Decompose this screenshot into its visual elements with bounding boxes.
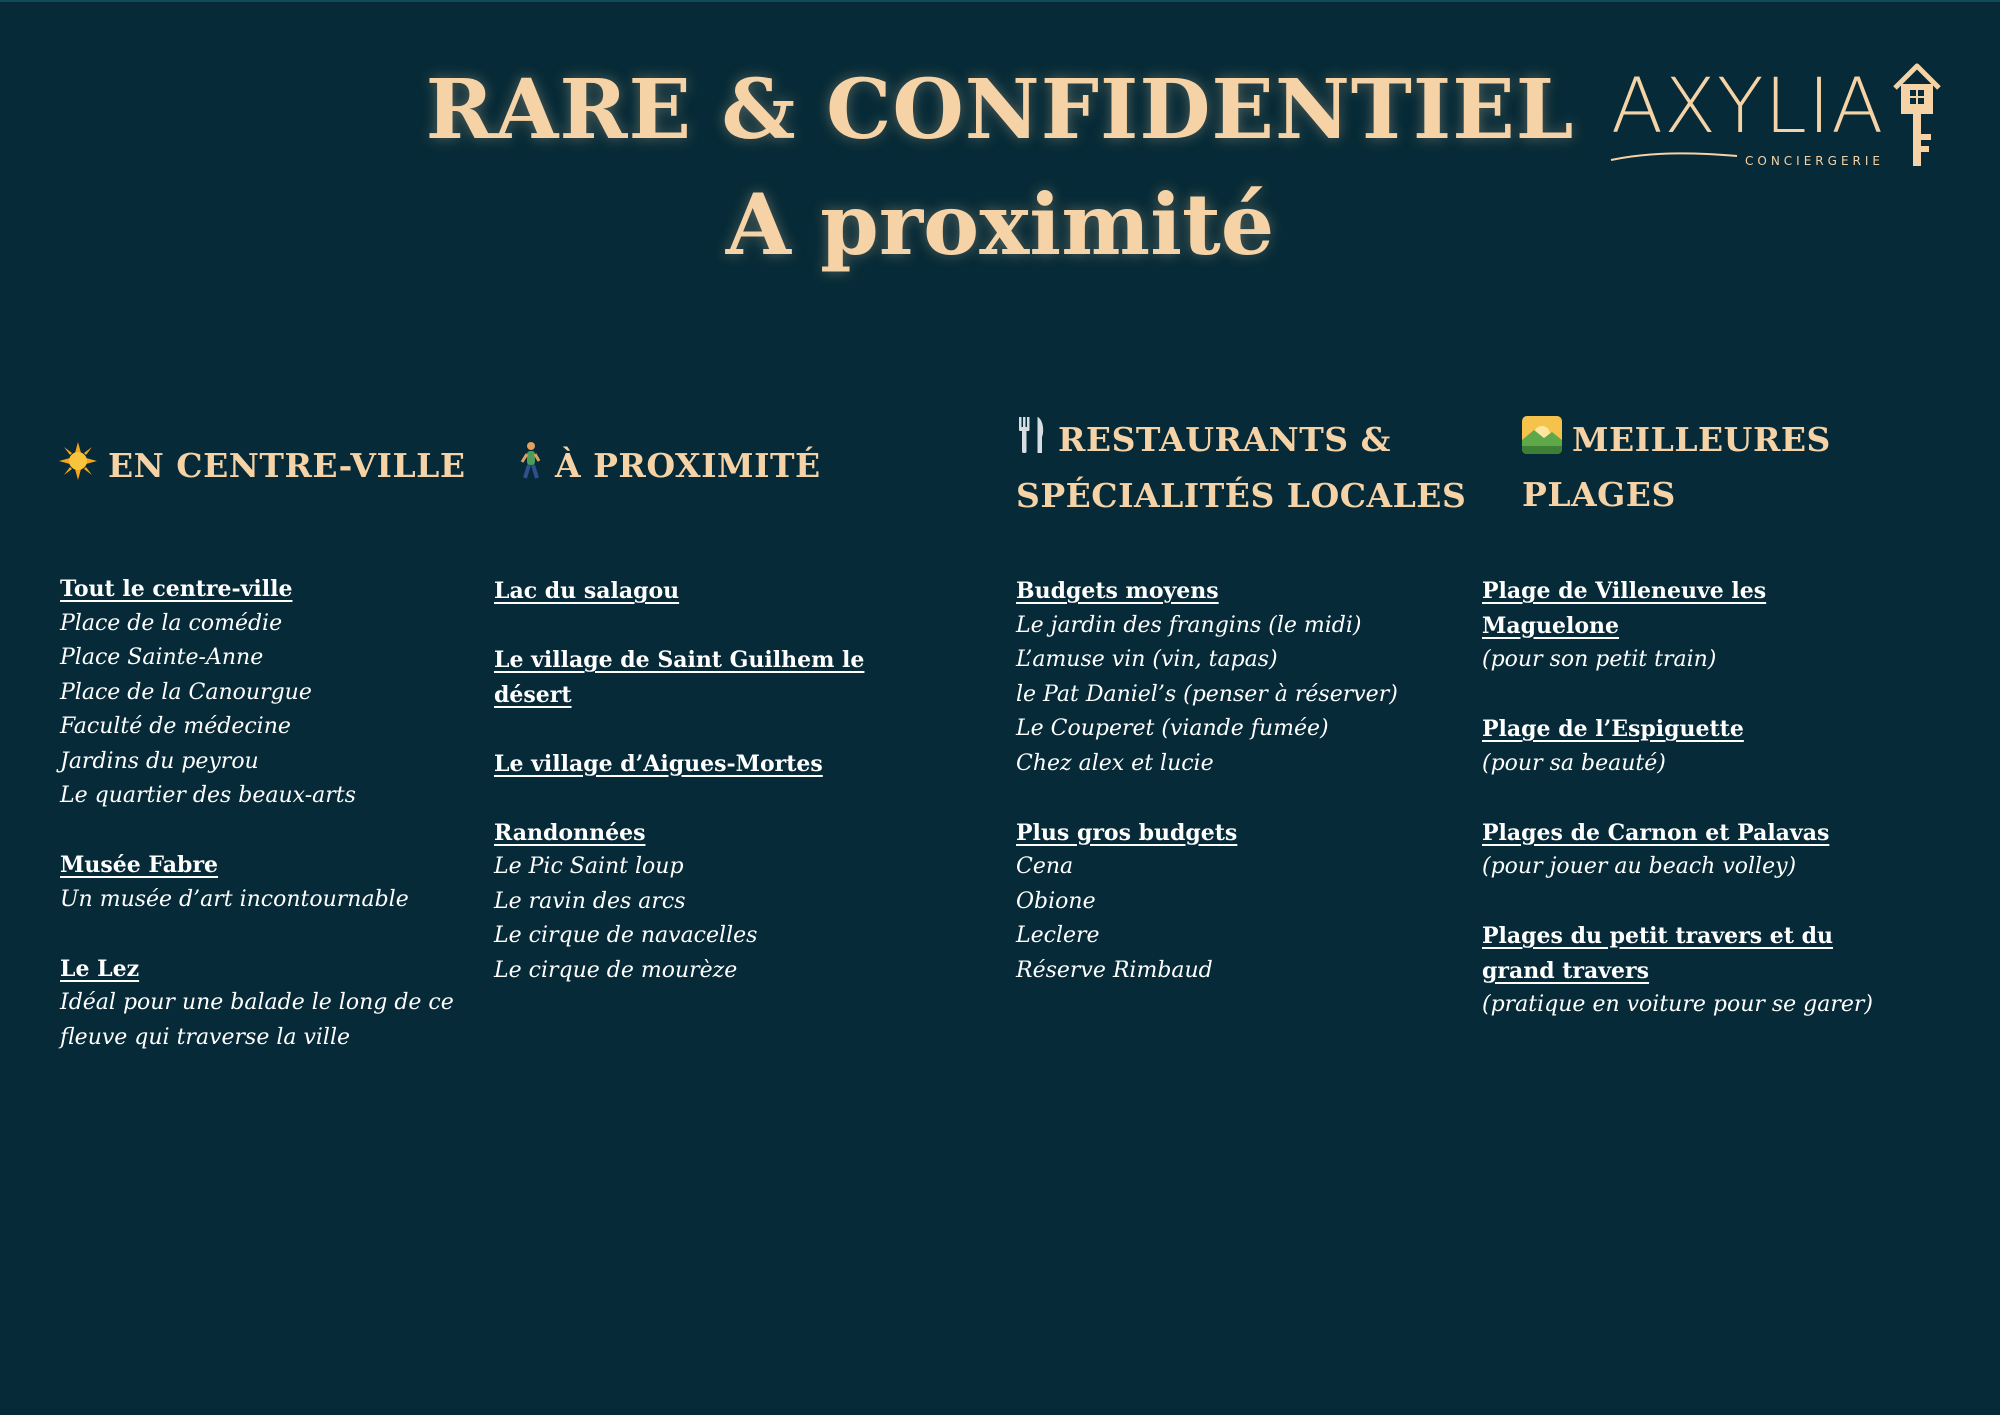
list-item: (pratique en voiture pour se garer) [1482, 992, 1874, 1017]
swoosh-decoration [1609, 150, 1739, 164]
section-heading: désert [494, 681, 572, 708]
list-item: Idéal pour une balade le long de ce [60, 990, 454, 1015]
list-item: Chez alex et lucie [1016, 750, 1214, 776]
section-heading: Lac du salagou [494, 578, 680, 604]
section-budgets-moyens [1016, 574, 1398, 781]
list-item: (pour son petit train) [1482, 647, 1717, 672]
section-espiguette [1482, 712, 1873, 781]
list-item: Le ravin des arcs [494, 888, 686, 914]
walking-person-icon [515, 441, 545, 496]
section-heading: Randonnées [494, 819, 646, 846]
section-heading: Maguelone [1482, 612, 1620, 639]
section-saint-guilhem [494, 643, 864, 712]
section-randonnees [494, 816, 864, 989]
page-title: RARE & CONFIDENTIEL [425, 62, 1575, 158]
sun-icon [58, 441, 98, 496]
section-heading: grand travers [1482, 957, 1650, 984]
list-item: (pour jouer au beach volley) [1482, 854, 1797, 879]
list-item: Le jardin des frangins (le midi) [1016, 612, 1362, 638]
top-border [0, 0, 2000, 2]
column-header-centre-ville [58, 440, 466, 496]
list-item: Faculté de médecine [60, 714, 291, 739]
section-heading: Plage de l’Espiguette [1482, 716, 1744, 742]
list-item: Cena [1016, 854, 1074, 879]
section-heading: Musée Fabre [60, 852, 219, 878]
section-travers [1482, 919, 1873, 1023]
house-key-icon [1891, 60, 1943, 172]
list-item: Place de la comédie [60, 610, 283, 636]
column-title-line2: SPÉCIALITÉS LOCALES [1016, 475, 1467, 515]
list-item: Un musée d’art incontournable [60, 886, 409, 912]
column-restaurants [1016, 574, 1398, 988]
list-item: (pour sa beauté) [1482, 750, 1666, 776]
section-heading: Le village d’Aigues-Mortes [494, 750, 823, 777]
section-carnon-palavas [1482, 816, 1873, 885]
list-item: Le cirque de mourèze [494, 957, 738, 983]
section-heading: Le village de Saint Guilhem le [494, 647, 865, 673]
column-title-line2: PLAGES [1522, 474, 1676, 514]
logo-name: AXYLIA [1611, 61, 1885, 150]
list-item: Le Pic Saint loup [494, 854, 684, 879]
section-heading: Plages du petit travers et du [1482, 923, 1833, 949]
list-item: Réserve Rimbaud [1016, 957, 1213, 983]
section-gros-budgets [1016, 816, 1398, 989]
list-item: Le cirque de navacelles [494, 923, 758, 948]
list-item: Leclere [1016, 923, 1100, 948]
section-lac-salagou [494, 574, 864, 609]
column-title: À PROXIMITÉ [555, 446, 821, 485]
list-item: Jardins du peyrou [60, 748, 259, 774]
section-villeneuve [1482, 574, 1873, 678]
column-title: EN CENTRE-VILLE [108, 446, 466, 485]
list-item: L’amuse vin (vin, tapas) [1016, 647, 1278, 672]
list-item: Le quartier des beaux-arts [60, 783, 356, 808]
section-le-lez [60, 952, 454, 1056]
column-header-plages [1522, 414, 1831, 521]
column-centre-ville [60, 572, 454, 1055]
column-header-restaurants [1016, 414, 1466, 522]
axylia-logo [1605, 60, 1945, 180]
section-musee-fabre [60, 848, 454, 917]
list-item: le Pat Daniel’s (penser à réserver) [1016, 681, 1398, 707]
column-a-proximite [494, 574, 864, 988]
sunrise-icon [1522, 416, 1562, 469]
section-heading: Le Lez [60, 955, 140, 982]
list-item: Place de la Canourgue [60, 679, 312, 705]
list-item: fleuve qui traverse la ville [60, 1024, 351, 1050]
section-heading: Budgets moyens [1016, 578, 1219, 604]
column-plages [1482, 574, 1873, 1023]
list-item: Obione [1016, 888, 1096, 914]
section-heading: Plage de Villeneuve les [1482, 578, 1767, 604]
section-heading: Plus gros budgets [1016, 819, 1238, 846]
column-title-line1: RESTAURANTS & [1058, 420, 1391, 459]
column-title-line1: MEILLEURES [1572, 420, 1831, 459]
section-heading: Plages de Carnon et Palavas [1482, 819, 1830, 846]
fork-knife-icon [1016, 415, 1048, 470]
page-subtitle: A proximité [725, 175, 1275, 274]
section-aigues-mortes [494, 747, 864, 782]
logo-tagline: CONCIERGERIE [1745, 154, 1884, 168]
list-item: Place Sainte-Anne [60, 645, 264, 670]
section-heading: Tout le centre-ville [60, 576, 293, 602]
column-header-a-proximite [515, 440, 821, 496]
list-item: Le Couperet (viande fumée) [1016, 716, 1329, 741]
section-centre-ville [60, 572, 454, 814]
